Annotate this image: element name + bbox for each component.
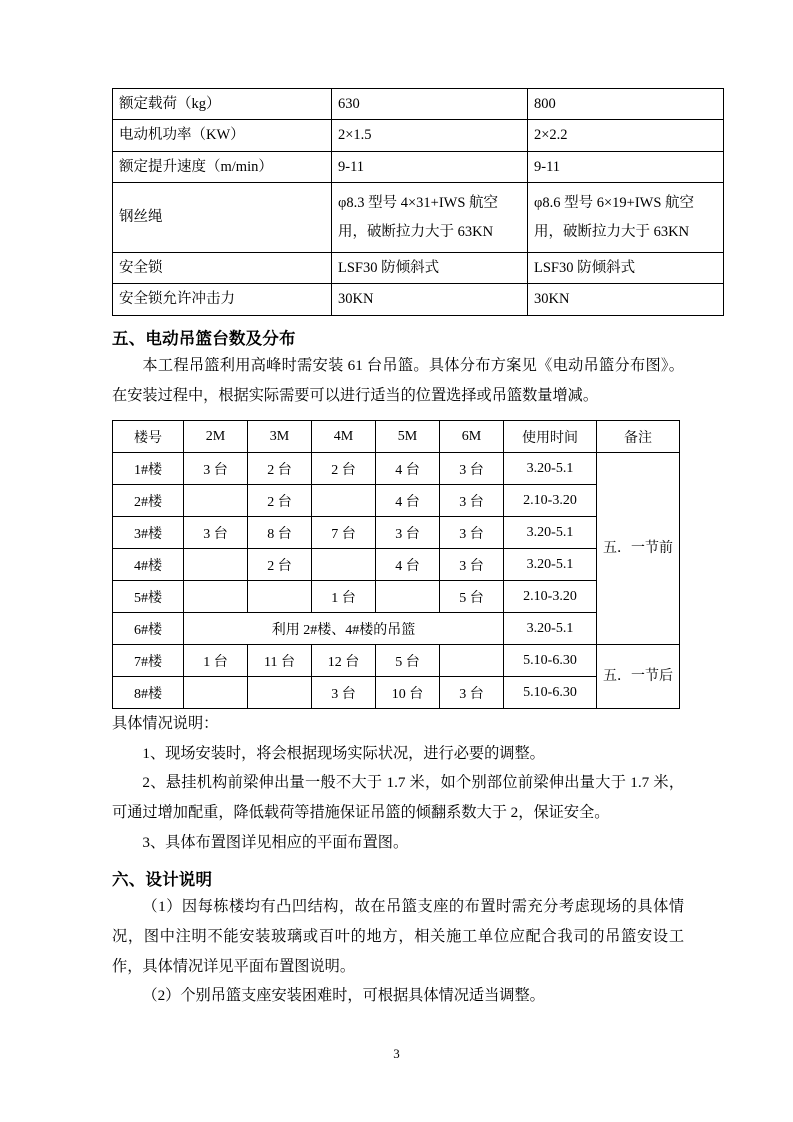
cell-2m: 3 台 — [184, 453, 248, 485]
cell-3m: 8 台 — [248, 517, 312, 549]
cell-2m — [184, 581, 248, 613]
spec-value-1: 30KN — [332, 284, 528, 315]
cell-5m: 4 台 — [376, 453, 440, 485]
cell-time: 3.20-5.1 — [504, 517, 597, 549]
cell-2m: 3 台 — [184, 517, 248, 549]
cell-3m: 2 台 — [248, 549, 312, 581]
cell-building: 5#楼 — [113, 581, 184, 613]
cell-6m: 3 台 — [440, 453, 504, 485]
column-header-usage-time: 使用时间 — [504, 421, 597, 453]
notes-lead: 具体情况说明： — [112, 715, 219, 733]
table-row — [113, 485, 680, 517]
cell-3m: 2 台 — [248, 453, 312, 485]
notes-item-2: 2、悬挂机构前梁伸出量一般不大于 1.7 米，如个别部位前梁伸出量大于 1.7 米，可通过增加配重，降低载荷等措施保证吊篮的倾翻系数大于 2，保证安全。 — [112, 774, 684, 822]
cell-6m: 3 台 — [440, 677, 504, 709]
section-six-item-2: （2）个别吊篮支座安装困难时，可根据具体情况适当调整。 — [142, 987, 545, 1005]
cell-6m: 5 台 — [440, 581, 504, 613]
cell-2m — [184, 677, 248, 709]
cell-3m: 11 台 — [248, 645, 312, 677]
table-row — [113, 120, 724, 151]
cell-building: 3#楼 — [113, 517, 184, 549]
page-number: 3 — [393, 1046, 400, 1061]
cell-time: 3.20-5.1 — [504, 613, 597, 645]
column-header-4m: 4M — [312, 421, 376, 453]
table-row — [113, 151, 724, 182]
cell-remarks-after: 五．一节后 — [597, 645, 680, 709]
cell-5m — [376, 581, 440, 613]
cell-2m — [184, 549, 248, 581]
spec-value-2: 2×2.2 — [528, 120, 724, 151]
cell-time: 5.10-6.30 — [504, 677, 597, 709]
spec-value-1: 9-11 — [332, 151, 528, 182]
cell-time: 2.10-3.20 — [504, 485, 597, 517]
cell-3m: 2 台 — [248, 485, 312, 517]
spec-value-1: LSF30 防倾斜式 — [332, 252, 528, 283]
cell-3m — [248, 677, 312, 709]
spec-label: 电动机功率（KW） — [113, 120, 332, 151]
table-row — [113, 581, 680, 613]
spec-label: 安全锁 — [113, 252, 332, 283]
table-row — [113, 645, 680, 677]
cell-6m: 3 台 — [440, 517, 504, 549]
spec-label: 额定提升速度（m/min） — [113, 151, 332, 182]
section-six-item-1: （1）因每栋楼均有凸凹结构，故在吊篮支座的布置时需充分考虑现场的具体情况，图中注明不能安装玻璃或百叶的地方，相关施工单位应配合我司的吊篮安设工作，具体情况详见平面布置图说明。 — [112, 898, 684, 975]
spec-value-2: 30KN — [528, 284, 724, 315]
cell-building: 6#楼 — [113, 613, 184, 645]
column-header-5m: 5M — [376, 421, 440, 453]
table-row — [113, 252, 724, 283]
spec-value-1: φ8.3 型号 4×31+IWS 航空用，破断拉力大于 63KN — [332, 183, 528, 253]
column-header-6m: 6M — [440, 421, 504, 453]
spec-value-2: φ8.6 型号 6×19+IWS 航空用，破断拉力大于 63KN — [528, 183, 724, 253]
cell-5m: 4 台 — [376, 485, 440, 517]
cell-6m — [440, 645, 504, 677]
spec-label: 安全锁允许冲击力 — [113, 284, 332, 315]
cell-4m: 1 台 — [312, 581, 376, 613]
column-header-2m: 2M — [184, 421, 248, 453]
cell-building: 7#楼 — [113, 645, 184, 677]
cell-5m: 4 台 — [376, 549, 440, 581]
table-header-row — [113, 421, 680, 453]
cell-building: 2#楼 — [113, 485, 184, 517]
cell-remarks-before: 五．一节前 — [597, 453, 680, 645]
cell-2m: 1 台 — [184, 645, 248, 677]
spec-label: 额定载荷（kg） — [113, 89, 332, 120]
spec-value-1: 2×1.5 — [332, 120, 528, 151]
page-content — [112, 88, 695, 1011]
column-header-3m: 3M — [248, 421, 312, 453]
cell-4m: 3 台 — [312, 677, 376, 709]
notes-item-3: 3、具体布置图详见相应的平面布置图。 — [142, 833, 409, 851]
cell-time: 2.10-3.20 — [504, 581, 597, 613]
cell-building: 1#楼 — [113, 453, 184, 485]
table-row — [113, 549, 680, 581]
cell-time: 5.10-6.30 — [504, 645, 597, 677]
cell-4m: 7 台 — [312, 517, 376, 549]
cell-5m: 5 台 — [376, 645, 440, 677]
table-row — [113, 183, 724, 253]
cell-5m: 3 台 — [376, 517, 440, 549]
cell-merged-note: 利用 2#楼、4#楼的吊篮 — [184, 613, 504, 645]
spec-value-1: 630 — [332, 89, 528, 120]
cell-4m — [312, 485, 376, 517]
table-row — [113, 677, 680, 709]
table-row — [113, 284, 724, 315]
table-row — [113, 89, 724, 120]
spec-value-2: LSF30 防倾斜式 — [528, 252, 724, 283]
cell-time: 3.20-5.1 — [504, 453, 597, 485]
cell-2m — [184, 485, 248, 517]
section-five-heading: 五、电动吊篮台数及分布 — [112, 328, 296, 348]
section-five-paragraph: 本工程吊篮利用高峰时需安装 61 台吊篮。具体分布方案见《电动吊篮分布图》。在安装过程中，根据实际需要可以进行适当的位置选择或吊篮数量增减。 — [112, 356, 684, 404]
table-row — [113, 517, 680, 549]
column-header-remarks: 备注 — [597, 421, 680, 453]
distribution-table — [112, 420, 680, 709]
table-row — [113, 613, 680, 645]
cell-6m: 3 台 — [440, 485, 504, 517]
cell-building: 4#楼 — [113, 549, 184, 581]
notes-item-1: 1、现场安装时，将会根据现场实际状况，进行必要的调整。 — [142, 744, 545, 762]
cell-4m: 12 台 — [312, 645, 376, 677]
section-six-heading: 六、设计说明 — [112, 870, 213, 890]
cell-4m: 2 台 — [312, 453, 376, 485]
spec-value-2: 9-11 — [528, 151, 724, 182]
column-header-building: 楼号 — [113, 421, 184, 453]
cell-building: 8#楼 — [113, 677, 184, 709]
cell-3m — [248, 581, 312, 613]
spec-label: 钢丝绳 — [113, 183, 332, 253]
table-row — [113, 453, 680, 485]
cell-time: 3.20-5.1 — [504, 549, 597, 581]
spec-value-2: 800 — [528, 89, 724, 120]
cell-6m: 3 台 — [440, 549, 504, 581]
cell-4m — [312, 549, 376, 581]
distribution-table-wrapper — [112, 420, 673, 709]
specification-table — [112, 88, 724, 316]
cell-5m: 10 台 — [376, 677, 440, 709]
